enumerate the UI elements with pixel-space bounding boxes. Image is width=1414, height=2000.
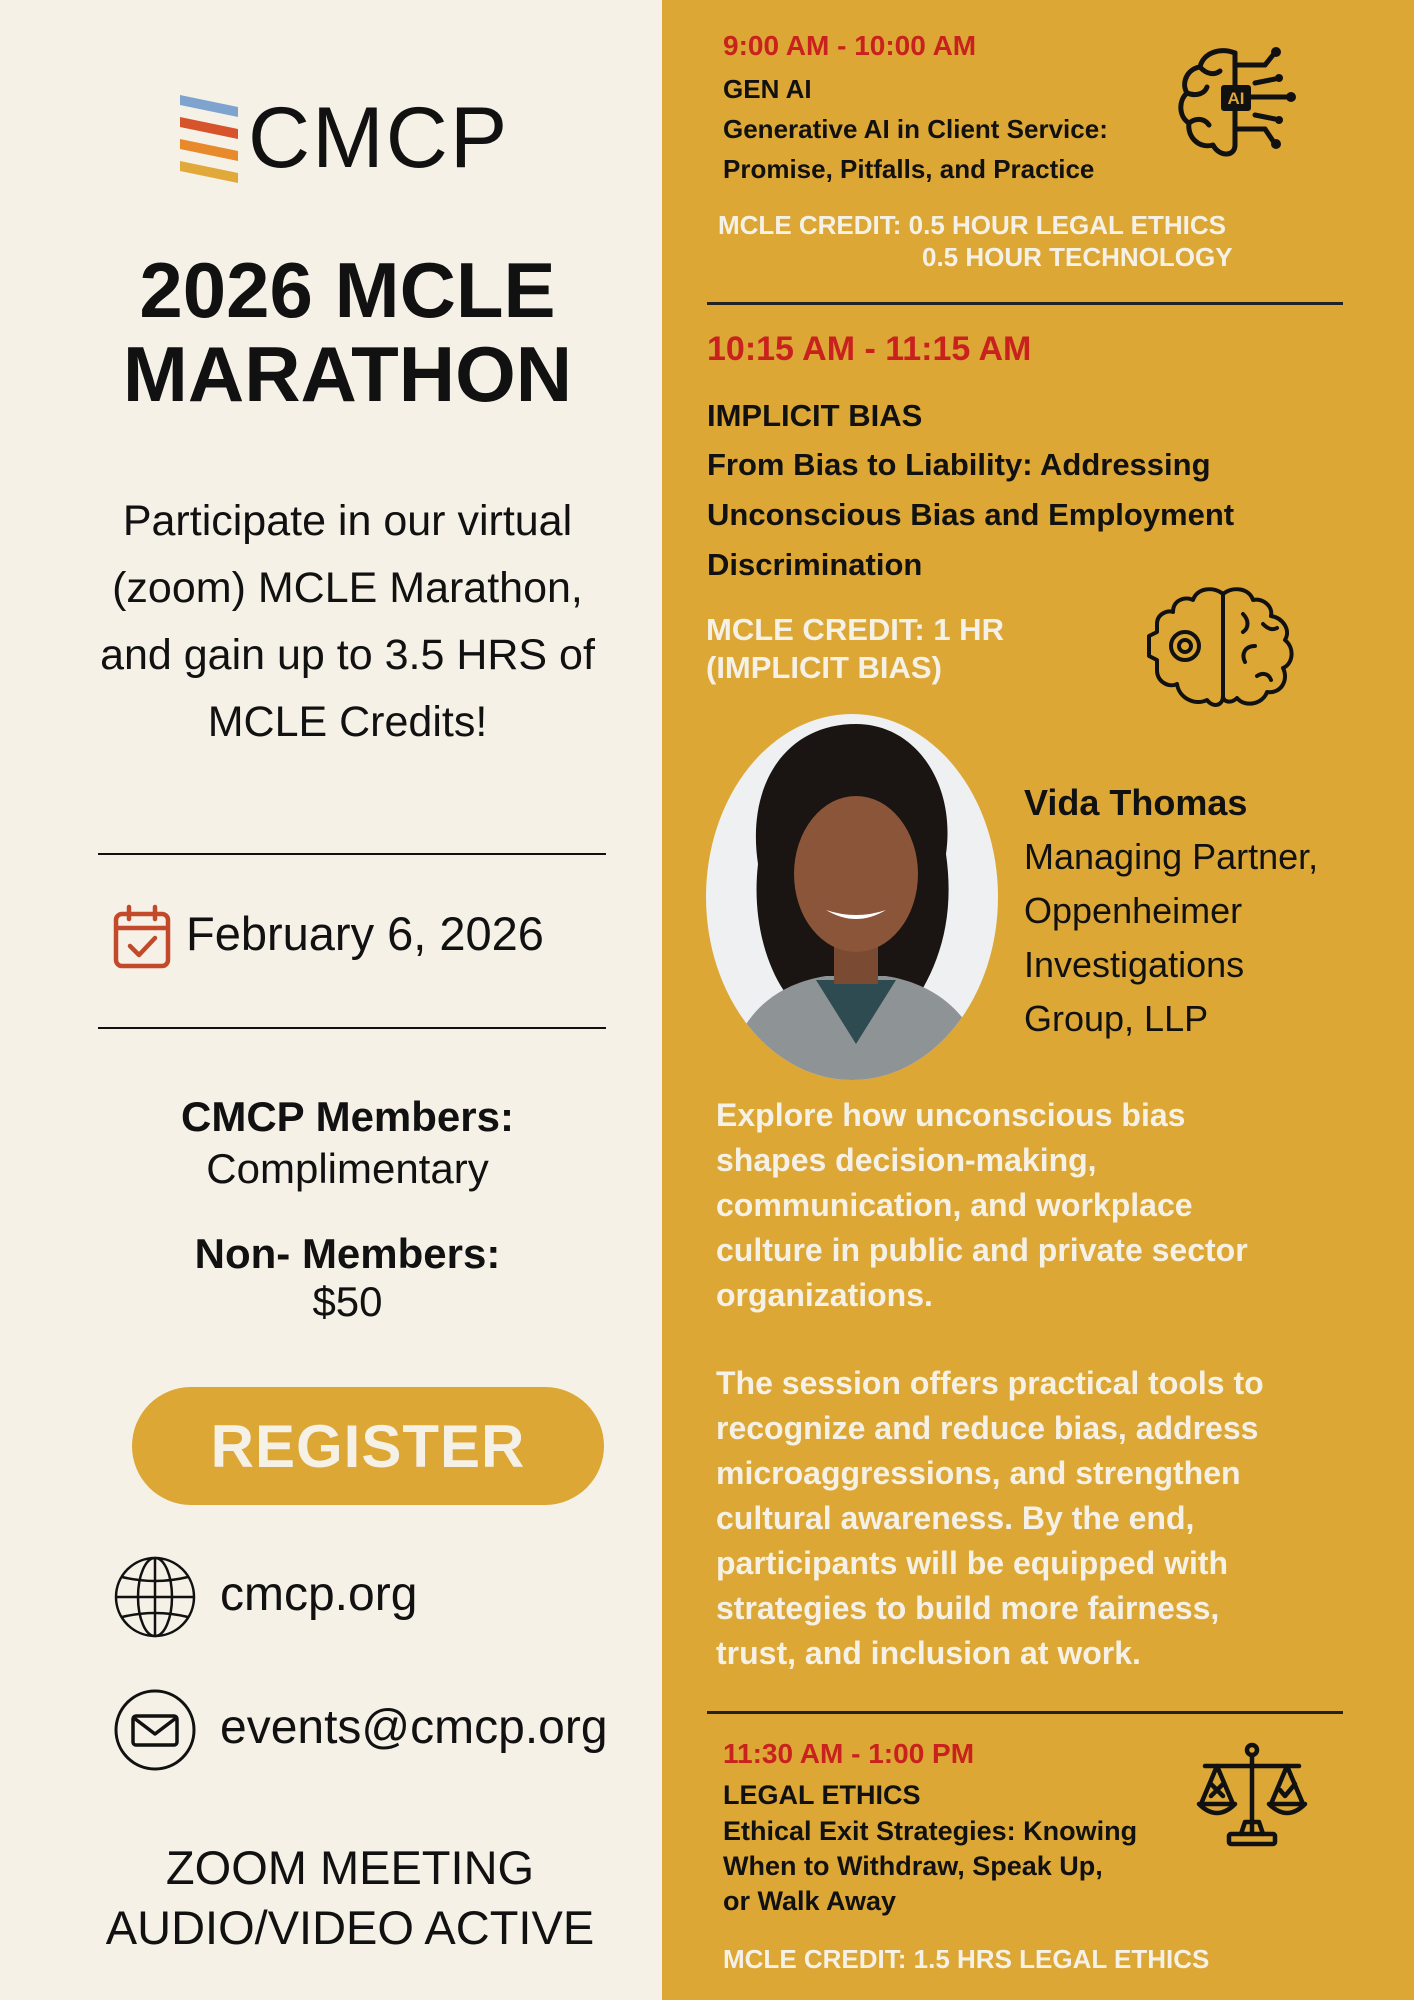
divider [98, 1027, 606, 1029]
desc-line: trust, and inclusion at work. [716, 1635, 1141, 1671]
register-button[interactable]: REGISTER [132, 1387, 604, 1505]
website-link[interactable]: cmcp.org [220, 1568, 418, 1621]
ai-brain-icon [1175, 45, 1300, 165]
session-2-description-2 [716, 1361, 1356, 1676]
zoom-line-2: AUDIO/VIDEO ACTIVE [105, 1901, 595, 1954]
session-3-title-line-2: When to Withdraw, Speak Up, [723, 1851, 1103, 1881]
speaker-title-line-3: Investigations [1024, 944, 1245, 985]
speaker-name: Vida Thomas [1024, 782, 1248, 823]
email-icon [113, 1688, 197, 1772]
desc-line: organizations. [716, 1277, 933, 1313]
session-3-title-line-3: or Walk Away [723, 1886, 897, 1916]
divider [707, 302, 1343, 305]
divider [707, 1711, 1343, 1714]
desc-line: strategies to build more fairness, [716, 1590, 1220, 1626]
session-1-title-line-2: Promise, Pitfalls, and Practice [723, 154, 1095, 184]
session-1-category: GEN AI [723, 74, 812, 104]
session-2-title-line-1: From Bias to Liability: Addressing [707, 447, 1211, 482]
speaker-title [1024, 830, 1404, 1046]
desc-line: participants will be equipped with [716, 1545, 1229, 1581]
session-1-time: 9:00 AM - 10:00 AM [723, 30, 977, 61]
desc-line: recognize and reduce bias, address [716, 1410, 1259, 1446]
desc-line: The session offers practical tools to [716, 1365, 1264, 1401]
desc-line: microaggressions, and strengthen [716, 1455, 1241, 1491]
title-line-2: MARATHON [122, 330, 573, 418]
desc-line: culture in public and private sector [716, 1232, 1248, 1268]
session-3-credit: MCLE CREDIT: 1.5 HRS LEGAL ETHICS [723, 1944, 1210, 1974]
zoom-line-1: ZOOM MEETING [165, 1841, 535, 1894]
session-1-credit-line-2: 0.5 HOUR TECHNOLOGY [922, 242, 1233, 272]
nonmembers-label: Non- Members: [194, 1230, 501, 1277]
session-2-title-line-2: Unconscious Bias and Employment [707, 497, 1235, 532]
cmcp-logo [180, 90, 520, 190]
brain-gear-icon [1145, 584, 1300, 714]
session-2-description-1 [716, 1093, 1356, 1318]
title-line-1: 2026 MCLE [139, 246, 556, 334]
session-2-category: IMPLICIT BIAS [707, 398, 923, 433]
desc-line: cultural awareness. By the end, [716, 1500, 1195, 1536]
globe-icon [113, 1555, 197, 1639]
desc-line: Explore how unconscious bias [716, 1097, 1186, 1133]
speaker-title-line-4: Group, LLP [1024, 998, 1209, 1039]
page-title [40, 248, 655, 416]
ai-icon-label: AI [1227, 89, 1245, 108]
session-3-title-line-1: Ethical Exit Strategies: Knowing [723, 1816, 1138, 1846]
calendar-icon [112, 904, 172, 970]
logo-stripes-icon [180, 95, 242, 190]
session-1-title-line-1: Generative AI in Client Service: [723, 114, 1108, 144]
logo-wordmark: CMCP [248, 90, 510, 186]
speaker-photo [706, 714, 998, 1080]
speaker-title-line-2: Oppenheimer [1024, 890, 1243, 931]
desc-line: shapes decision-making, [716, 1142, 1097, 1178]
members-price: Complimentary [206, 1145, 489, 1192]
members-pricing [60, 1093, 635, 1193]
nonmembers-pricing [60, 1230, 635, 1326]
session-3-time: 11:30 AM - 1:00 PM [723, 1738, 975, 1769]
desc-line: communication, and workplace [716, 1187, 1193, 1223]
scales-of-justice-icon [1195, 1742, 1310, 1852]
speaker-title-line-1: Managing Partner, [1024, 836, 1319, 877]
session-2-credit-line-2: (IMPLICIT BIAS) [706, 650, 942, 685]
intro-text: Participate in our virtual (zoom) MCLE Marathon, and gain up to 3.5 HRS of MCLE Credits! [100, 497, 595, 746]
session-2-time: 10:15 AM - 11:15 AM [707, 330, 1032, 368]
session-2-credit-line-1: MCLE CREDIT: 1 HR [706, 612, 1004, 647]
members-label: CMCP Members: [181, 1093, 514, 1140]
session-1-credit-line-1: MCLE CREDIT: 0.5 HOUR LEGAL ETHICS [718, 210, 1227, 240]
event-date: February 6, 2026 [186, 907, 544, 960]
email-link[interactable]: events@cmcp.org [220, 1701, 608, 1754]
session-3-category: LEGAL ETHICS [723, 1780, 921, 1810]
nonmembers-price: $50 [312, 1278, 383, 1325]
session-2-title-line-3: Discrimination [707, 547, 923, 582]
zoom-notice [40, 1838, 660, 1958]
divider [98, 853, 606, 855]
